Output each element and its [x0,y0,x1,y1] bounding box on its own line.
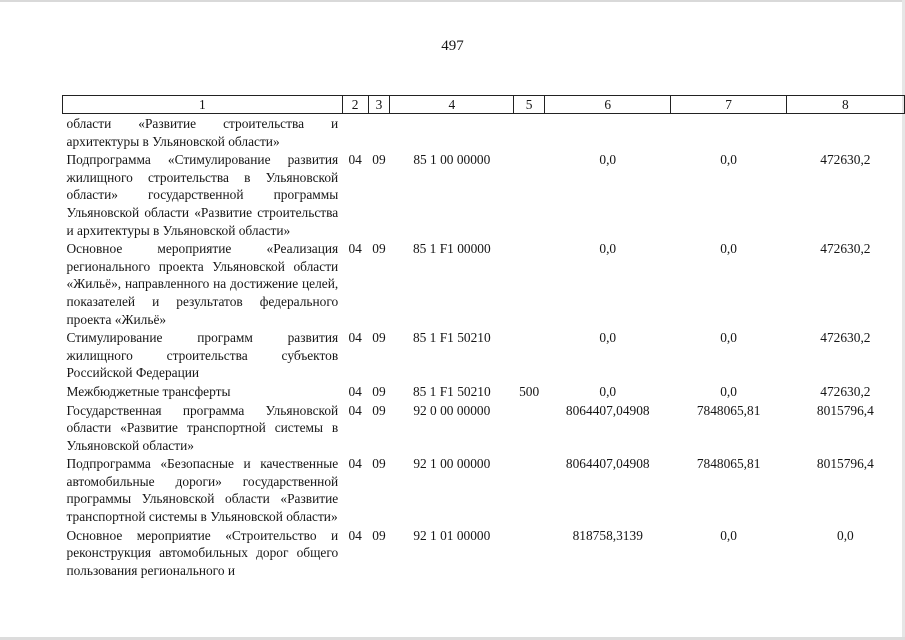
row-section: 04 [348,456,362,472]
row-target-code [390,114,514,151]
row-subsection: 09 [372,241,386,257]
page-edge-top [0,0,905,2]
row-amount-6: 0,0 [599,241,617,257]
row-expense-type [514,454,545,525]
row-subsection: 09 [372,456,386,472]
row-name: Подпрограмма «Стимулирование развития жилищного строительства в Ульяновской области» государственной программы Ульяновской области «Развитие строительства и архитектуры в Ульяновской области» [66,152,339,238]
row-name: Основное мероприятие «Реализация регионального проекта Ульяновской области «Жильё», направленного на достижение целей, показателей и результатов федерального проекта «Жильё» [66,241,339,327]
row-target-code: 85 1 F1 00000 [412,241,491,257]
row-amount-7: 0,0 [720,383,737,399]
header-row [63,96,905,114]
row-subsection: 09 [372,402,386,418]
header-col-8: 8 [786,96,904,114]
row-section: 04 [348,383,362,399]
row-expense-type [514,114,545,151]
table-row [63,239,905,328]
row-amount-7: 0,0 [720,152,737,168]
row-target-code: 85 1 F1 50210 [412,383,491,399]
table-row [63,328,905,382]
row-amount-8: 0,0 [837,527,854,543]
row-section: 04 [348,241,362,257]
table-row [63,150,905,239]
row-target-code: 92 0 00 00000 [413,402,491,418]
row-amount-8: 472630,2 [820,330,871,346]
header-col-3: 3 [368,96,390,114]
row-amount-6: 0,0 [599,330,617,346]
row-amount-7: 7848065,81 [696,402,761,418]
budget-table [62,95,905,579]
row-name: Подпрограмма «Безопасные и качественные автомобильные дороги» государственной программы Ульяновской области «Развитие транспортной системы в Ульяновской области» [66,456,339,525]
row-section: 04 [348,402,362,418]
header-col-4: 4 [390,96,514,114]
row-name: Межбюджетные трансферты [66,383,231,399]
row-section [342,114,368,151]
row-subsection [368,114,390,151]
row-amount-6: 8064407,04908 [565,402,650,418]
row-amount-8 [786,114,904,151]
header-col-1: 1 [63,96,343,114]
row-amount-6: 8064407,04908 [565,456,650,472]
row-amount-8: 8015796,4 [816,456,874,472]
row-expense-type [514,401,545,455]
row-amount-8: 472630,2 [820,152,871,168]
row-amount-8: 8015796,4 [816,402,874,418]
header-col-2: 2 [342,96,368,114]
row-amount-6 [545,114,671,151]
row-name: Государственная программа Ульяновской области «Развитие транспортной системы в Ульяновской области» [66,402,339,453]
header-col-5: 5 [514,96,545,114]
page-number: 497 [441,38,464,54]
row-expense-type: 500 [519,383,540,399]
row-target-code: 92 1 00 00000 [413,456,491,472]
header-col-7: 7 [671,96,786,114]
row-amount-7 [671,114,786,151]
row-section: 04 [348,152,362,168]
row-expense-type [514,526,545,580]
row-section: 04 [348,330,362,346]
row-amount-8: 472630,2 [820,383,871,399]
row-amount-8: 472630,2 [820,241,871,257]
row-subsection: 09 [372,330,386,346]
row-subsection: 09 [372,527,386,543]
row-name: области «Развитие строительства и архитектуры в Ульяновской области» [66,116,339,149]
row-expense-type [514,328,545,382]
table-row [63,526,905,580]
row-amount-7: 0,0 [720,330,737,346]
row-subsection: 09 [372,152,386,168]
row-expense-type [514,150,545,239]
row-target-code: 92 1 01 00000 [413,527,491,543]
row-amount-7: 7848065,81 [696,456,761,472]
header-col-6: 6 [545,96,671,114]
table-row [63,401,905,455]
row-target-code: 85 1 F1 50210 [412,330,491,346]
table-row [63,454,905,525]
row-amount-6: 0,0 [599,383,617,399]
row-expense-type [514,239,545,328]
table-row [63,382,905,401]
table-row [63,114,905,151]
row-target-code: 85 1 00 00000 [413,152,491,168]
row-section: 04 [348,527,362,543]
row-name: Основное мероприятие «Строительство и реконструкция автомобильных дорог общего пользования регионального и [66,527,339,578]
row-subsection: 09 [372,383,386,399]
row-amount-7: 0,0 [720,241,737,257]
row-name: Стимулирование программ развития жилищного строительства субъектов Российской Федерации [66,330,339,381]
row-amount-6: 818758,3139 [572,527,643,543]
row-amount-6: 0,0 [599,152,617,168]
row-amount-7: 0,0 [720,527,737,543]
